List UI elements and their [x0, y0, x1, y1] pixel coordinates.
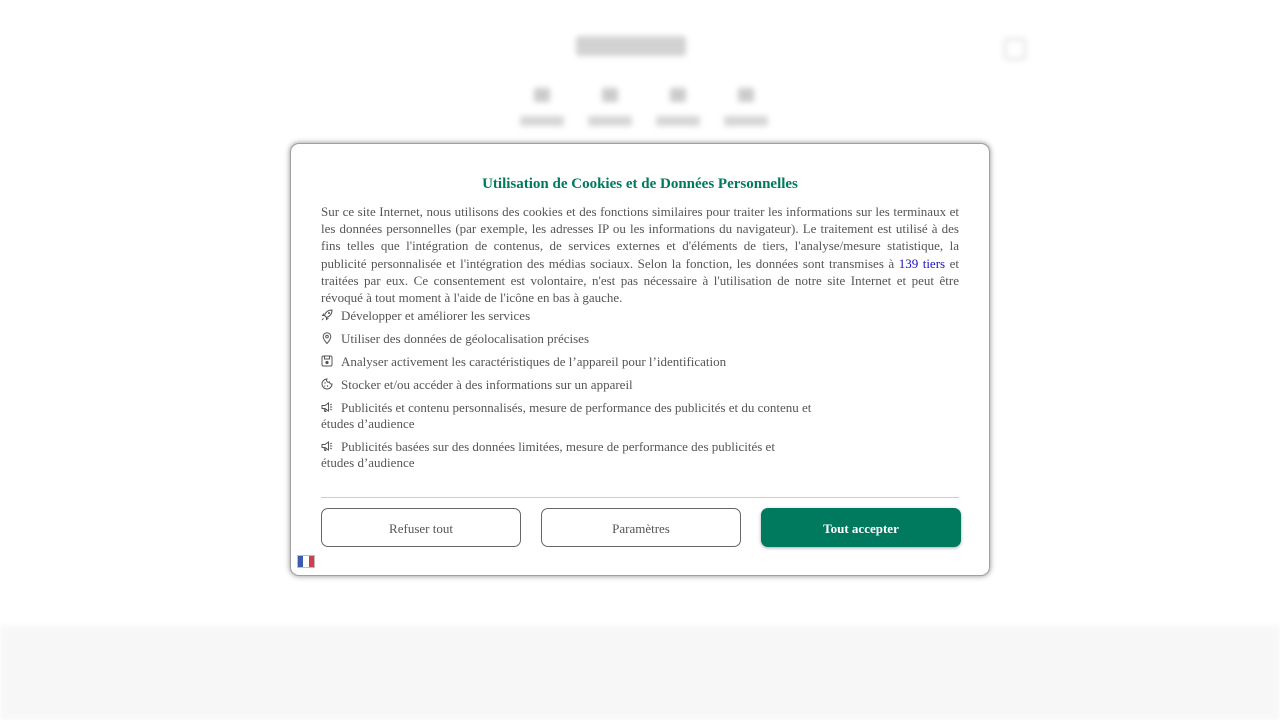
purpose-item [321, 439, 791, 471]
cookie-consent-dialog [290, 143, 990, 576]
purpose-item [321, 377, 959, 393]
purpose-list [321, 308, 959, 471]
purpose-item [321, 400, 821, 432]
cookie-icon [321, 378, 333, 390]
third-parties-link[interactable]: 139 tiers [898, 255, 946, 271]
purpose-item [321, 354, 959, 370]
purpose-item [321, 331, 959, 347]
consent-description [321, 203, 959, 306]
accept-all-button[interactable]: Tout accepter [761, 508, 961, 547]
refuse-all-button[interactable]: Refuser tout [321, 508, 521, 547]
purpose-label: Utiliser des données de géolocalisation précises [341, 331, 590, 347]
megaphone-icon [321, 401, 333, 413]
purpose-label: Publicités et contenu personnalisés, mesure de performance des publicités et du contenu et études d’audience [321, 400, 812, 432]
rocket-icon [321, 309, 333, 321]
device-scan-icon [321, 355, 333, 367]
settings-button[interactable]: Paramètres [541, 508, 741, 547]
purpose-label: Analyser activement les caractéristiques de l’appareil pour l’identification [341, 354, 727, 370]
consent-title: Utilisation de Cookies et de Données Personnelles [482, 176, 798, 192]
consent-text-part: Sur ce site Internet, nous utilisons des cookies et des fonctions similaires pour traiter les informations sur les terminaux et les données personnelles (par exemple, les adresses IP ou les informations du navigateur). Le traitement est utilisé à des fins telles que l'intégration de contenus, de services externes et d'éléments de tiers, l'analyse/mesure statistique, la publicité personnalisée et l'intégration des médias sociaux. Selon la fonction, les données sont transmises à [321, 204, 959, 271]
megaphone-icon [321, 440, 333, 452]
purpose-item [321, 308, 959, 324]
divider [321, 497, 959, 498]
purpose-label: Publicités basées sur des données limitées, mesure de performance des publicités et études d’audience [321, 439, 775, 471]
location-pin-icon [321, 332, 333, 344]
consent-text-part: et traitées par eux. Ce consentement est volontaire, n'est pas nécessaire à l'utilisation de notre site Internet et peut être révoqué à tout moment à l'aide de l'icône en bas à gauche. [321, 255, 959, 306]
france-flag-icon[interactable] [297, 555, 315, 568]
purpose-label: Développer et améliorer les services [341, 308, 531, 324]
purpose-label: Stocker et/ou accéder à des informations sur un appareil [341, 377, 633, 393]
